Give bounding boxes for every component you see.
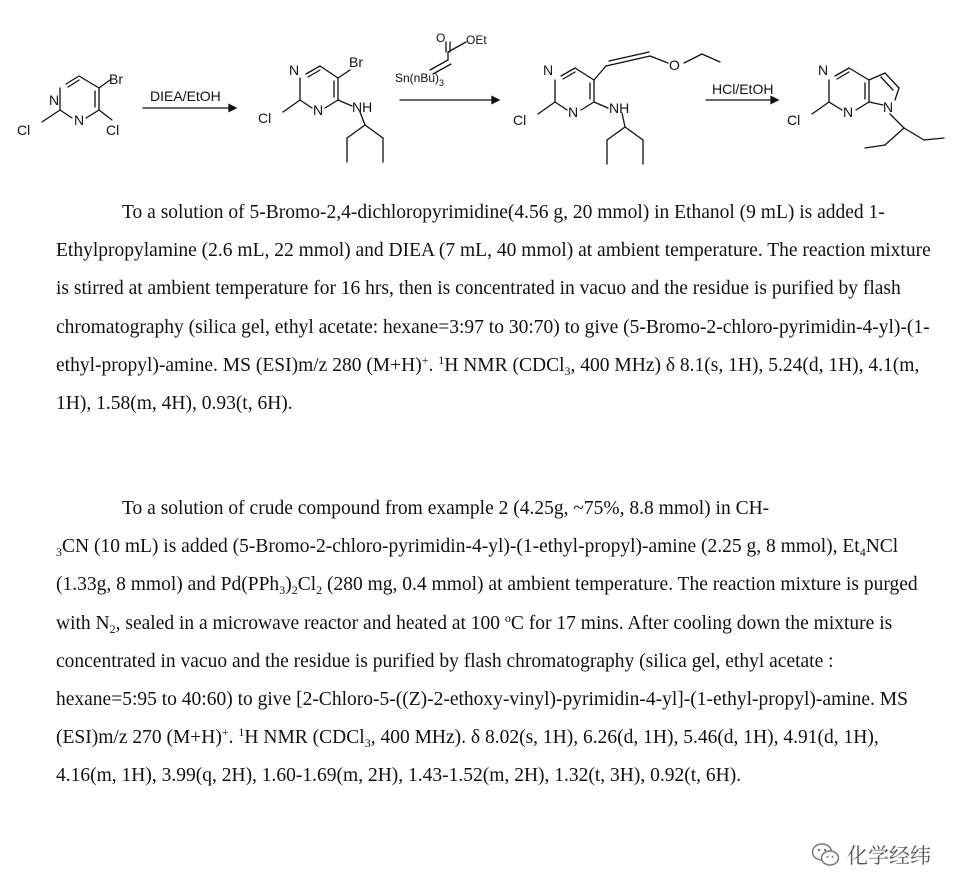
product-n1-label: N: [818, 62, 829, 78]
int2-n2-label: N: [568, 104, 579, 120]
int1-br-label: Br: [349, 54, 363, 70]
watermark: [811, 840, 931, 870]
product-n3-label: N: [883, 99, 894, 115]
int1-n1-label: N: [289, 62, 300, 78]
procedure-paragraph-1: To a solution of 5-Bromo-2,4-dichloropyrimidine(4.56 g, 20 mmol) in Ethanol (9 mL) is added 1-Ethylpropylamine (2.6 mL, 22 mmol) and DIEA (7 mL, 40 mmol) at ambient temperature. The reaction mixture is stirred at ambient temperature for 16 hrs, then is concentrated in vacuo and the residue is purified by flash chromatography (silica gel, ethyl acetate: hexane=3:97 to 30:70) to give (5-Bromo-2-chloro-pyrimidin-4-yl)-(1-ethyl-propyl)-amine. MS (ESI)m/z 280 (M+H)+. $^1$H NMR (CDCl$_3$, 400 MHz) δ 8.1(s, 1H), 5.24(d, 1H), 4.1(m, 1H), 1.58(m, 4H), 0.93(t, 6H).: [56, 202, 931, 415]
int1-n2-label: N: [313, 102, 324, 118]
int1-nh-label: NH: [352, 99, 373, 115]
watermark-text: 化学经纬: [847, 844, 931, 868]
reaction-scheme: [0, 0, 961, 185]
product-structure: [812, 68, 944, 148]
reagent-tin-label: $Sn(nBu)_3$: [395, 71, 445, 88]
step1-reagent: DIEA/EtOH: [150, 88, 221, 104]
sm-cl2-label: Cl: [106, 122, 120, 138]
product-cl-label: Cl: [787, 112, 801, 128]
reagent-o-label: O: [436, 31, 446, 45]
stannane-reagent-structure: [430, 42, 466, 74]
step3-reagent: HCl/EtOH: [712, 81, 774, 97]
sm-n2-label: N: [74, 112, 85, 128]
procedure-paragraph-2: To a solution of crude compound from example 2 (4.25g, ~75%, 8.8 mmol) in CH- $_3$CN (10 mL) is added (5-Bromo-2-chloro-pyrimidin-4-yl)-(1-ethyl-propyl)-amine (2.25 g, 8 mmol), $Et_4NCl$ (1.33g, 8 mmol) and $Pd(PPh_3)_2Cl_2$ (280 mg, 0.4 mmol) at ambient temperature. The reaction mixture is purged with $N_2$, sealed in a microwave reactor and heated at 100 $^o$C for 17 mins. After cooling down the mixture is concentrated in vacuo and the residue is purified by flash chromatography (silica gel, ethyl acetate : hexane=5:95 to 40:60) to give [2-Chloro-5-((Z)-2-ethoxy-vinyl)-pyrimidin-4-yl]-(1-ethyl-propyl)-amine. MS (ESI)m/z 270 (M+H)+. $^1$H NMR (CDCl$_3$, 400 MHz). δ 8.02(s, 1H), 6.26(d, 1H), 5.46(d, 1H), 4.91(d, 1H), 4.16(m, 1H), 3.99(q, 2H), 1.60-1.69(m, 2H), 1.43-1.52(m, 2H), 1.32(t, 3H), 0.92(t, 6H).: [56, 498, 918, 787]
reagent-oet-label: OEt: [466, 33, 487, 47]
int2-cl-label: Cl: [513, 112, 527, 128]
int2-nh-label: NH: [609, 100, 630, 116]
int1-cl-label: Cl: [258, 110, 272, 126]
sm-br-label: Br: [109, 71, 123, 87]
int2-n1-label: N: [543, 62, 554, 78]
wechat-icon: [811, 842, 841, 868]
product-n2-label: N: [843, 104, 854, 120]
sm-n1-label: N: [49, 92, 60, 108]
int2-o-label: O: [669, 57, 680, 73]
sm-cl1-label: Cl: [17, 122, 31, 138]
